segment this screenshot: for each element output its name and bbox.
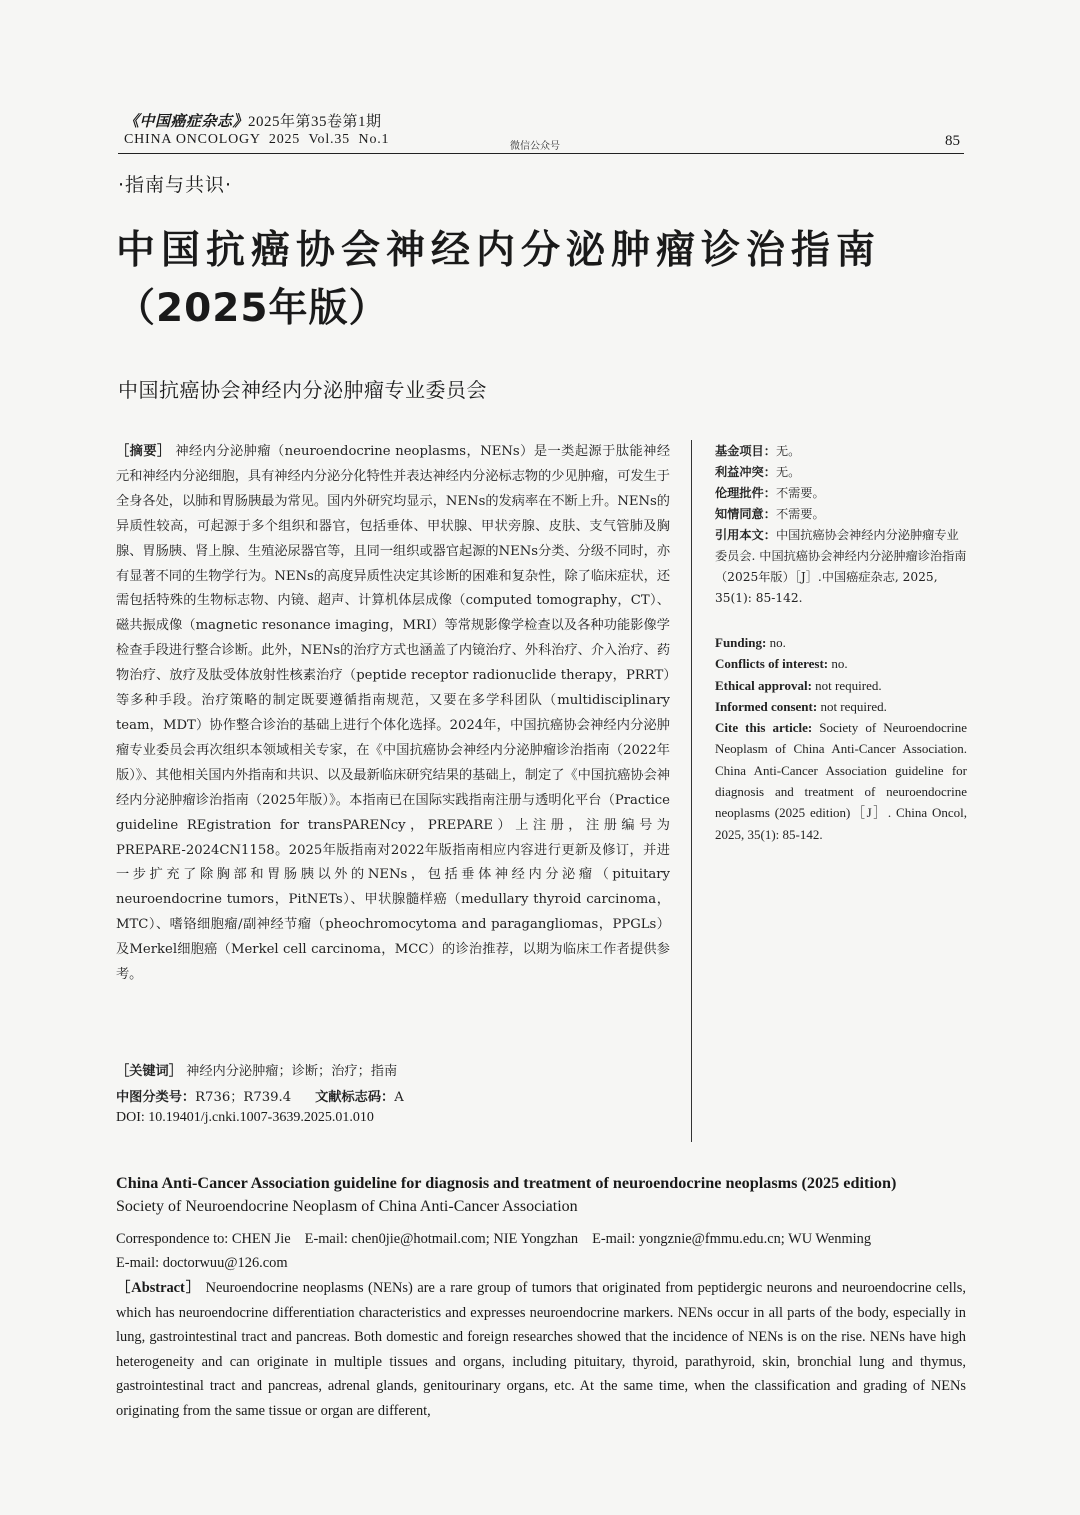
english-title: China Anti-Cancer Association guideline for diagnosis and treatment of neuroendocrine neoplasms (2025 edition)	[116, 1174, 897, 1192]
clc-label: 中图分类号：	[116, 1090, 196, 1105]
doc-code-value: A	[394, 1090, 404, 1105]
consent-label-cn: 知情同意：	[715, 507, 776, 521]
issue-info-cn: 2025年第35卷第1期	[248, 114, 382, 130]
conflict-label-en: Conflicts of interest:	[715, 656, 829, 672]
article-title	[116, 222, 996, 338]
funding-value-cn: 无。	[775, 444, 801, 458]
conflict-value-en: no.	[828, 656, 848, 672]
journal-name-cn: 《中国癌症杂志》	[124, 114, 249, 130]
consent-value-en: not required.	[817, 698, 887, 714]
abstract-cn	[116, 440, 670, 988]
ethics-label-en: Ethical approval:	[715, 677, 812, 693]
consent-label-en: Informed consent:	[715, 698, 818, 714]
cite-label-cn: 引用本文：	[715, 528, 776, 542]
section-label: ·指南与共识·	[118, 174, 233, 196]
journal-header-en: CHINA ONCOLOGY 2025 Vol.35 No.1	[124, 132, 390, 147]
english-authors: Society of Neuroendocrine Neoplasm of China Anti-Cancer Association	[116, 1198, 578, 1215]
corr-author-1: Correspondence to: CHEN Jie	[116, 1231, 291, 1247]
consent-value-cn: 不需要。	[775, 507, 825, 521]
clc-value: R736；R739.4	[195, 1090, 292, 1105]
cite-value-en: Society of Neuroendocrine Neoplasm of China Anti-Cancer Association. China Anti-Cancer Association guideline for diagnosis and treatment of neuroendocrine neoplasms (2025 edition)［J］. China Oncol, 2025, 35(1): 85-142.	[715, 720, 967, 842]
cite-value-cn: 中国抗癌协会神经内分泌肿瘤专业委员会. 中国抗癌协会神经内分泌肿瘤诊治指南（2025年版）［J］.中国癌症杂志, 2025, 35(1): 85-142.	[715, 528, 967, 605]
article-title-line2: （2025年版）	[116, 286, 389, 331]
ethics-label-cn: 伦理批件：	[715, 486, 776, 500]
corr-email-2[interactable]: E-mail: yongznie@fmmu.edu.cn; WU Wenming	[592, 1231, 872, 1247]
conflict-label-cn: 利益冲突：	[715, 465, 776, 479]
journal-header-cn	[124, 110, 382, 131]
abstract-cn-label: ［摘要］	[116, 444, 171, 459]
abstract-cn-text: 神经内分泌肿瘤（neuroendocrine neoplasms，NENs）是一类起源于肽能神经元和神经内分泌细胞，具有神经内分泌分化特性并表达神经内分泌标志物的少见肿瘤，可发生于全身各处，以肺和胃肠胰最为常见。国内外研究均显示，NENs的发病率在不断上升。NENs的异质性较高，可起源于多个组织和器官，包括垂体、甲状腺、甲状旁腺、皮肤、支气管肺及胸腺、胃肠胰、肾上腺、生殖泌尿器官等，且同一组织或器官起源的NENs分类、分级不同时，亦有显著不同的生物学行为。NENs的高度异质性决定其诊断的困难和复杂性，除了临床症状，还需包括特殊的生物标志物、内镜、超声、计算机体层成像（computed tomography，CT）、磁共振成像（magnetic resonance imaging，MRI）等常规影像学检查以及各种功能影像学检查手段进行整合诊断。此外，NENs的治疗方式也涵盖了内镜治疗、外科治疗、介入治疗、药物治疗、放疗及肽受体放射性核素治疗（peptide receptor radionuclide therapy，PRRT）等多种手段。治疗策略的制定既要遵循指南规范，又要在多学科团队（multidisciplinary team，MDT）协作整合诊治的基础上进行个体化选择。2024年，中国抗癌协会神经内分泌肿瘤专业委员会再次组织本领域相关专家，在《中国抗癌协会神经内分泌肿瘤诊治指南（2022年版）》、其他相关国内外指南和共识、以及最新临床研究结果的基础上，制定了《中国抗癌协会神经内分泌肿瘤诊治指南（2025年版）》。本指南已在国际实践指南注册与透明化平台（Practice guideline REgistration for transPARENcy，PREPARE）上注册，注册编号为PREPARE-2024CN1158。2025年版指南对2022年版指南相应内容进行更新及修订，并进一步扩充了除胸部和胃肠胰以外的NENs，包括垂体神经内分泌瘤（pituitary neuroendocrine tumors，PitNETs）、甲状腺髓样癌（medullary thyroid carcinoma，MTC）、嗜铬细胞瘤/副神经节瘤（pheochromocytoma and paragangliomas，PPGLs）及Merkel细胞癌（Merkel cell carcinoma，MCC）的诊治推荐，以期为临床工作者提供参考。	[116, 444, 671, 983]
conflict-value-cn: 无。	[775, 465, 801, 479]
funding-label-en: Funding:	[715, 635, 767, 650]
header-rule	[118, 153, 964, 154]
author-committee: 中国抗癌协会神经内分泌肿瘤专业委员会	[118, 378, 487, 402]
funding-label-cn: 基金项目：	[715, 444, 776, 458]
ethics-value-en: not required.	[811, 677, 882, 693]
keywords-cn	[116, 1060, 397, 1079]
article-title-line1: 中国抗癌协会神经内分泌肿瘤诊治指南	[116, 228, 882, 273]
keywords-text: 神经内分泌肿瘤；诊断；治疗；指南	[181, 1064, 398, 1079]
classification-line	[116, 1086, 404, 1105]
corr-email-3[interactable]: E-mail: doctorwuu@126.com	[116, 1255, 288, 1271]
correspondence	[116, 1227, 966, 1275]
column-divider	[691, 440, 692, 1142]
abstract-en	[116, 1276, 966, 1424]
keywords-label: ［关键词］	[116, 1064, 182, 1079]
doc-code-label: 文献标志码：	[315, 1090, 395, 1105]
abstract-en-text: Neuroendocrine neoplasms (NENs) are a rare group of tumors that originated from peptidergic neurons and neuroendocrine cells, which has neuroendocrine differentiation characteristics and expresses neuroendocrine markers. NENs occur in all parts of the body, especially in lung, gastrointestinal tract and pancreas. Both domestic and foreign researches showed that the incidence of NENs is on the rise. NENs have high heterogeneity and can originate in multiple tissues and organs, including pituitary, thyroid, parathyroid, skin, bronchial lung and thymus, gastrointestinal tract and pancreas, adrenal glands, genitourinary organs, etc. At the same time, when the classification and grading of NENs originating from the same tissue or organ are different,	[116, 1280, 966, 1419]
doi-link[interactable]: DOI: 10.19401/j.cnki.1007-3639.2025.01.010	[116, 1110, 374, 1125]
wechat-watermark: 微信公众号	[510, 141, 560, 152]
page-number: 85	[945, 133, 960, 149]
cite-label-en: Cite this article:	[715, 720, 813, 736]
funding-value-en: no.	[766, 635, 786, 650]
info-box-cn	[715, 441, 967, 609]
corr-email-1[interactable]: E-mail: chen0jie@hotmail.com; NIE Yongzhan	[304, 1231, 579, 1247]
info-box-en	[715, 632, 967, 845]
abstract-en-label: ［Abstract］	[116, 1280, 202, 1296]
ethics-value-cn: 不需要。	[775, 486, 825, 500]
